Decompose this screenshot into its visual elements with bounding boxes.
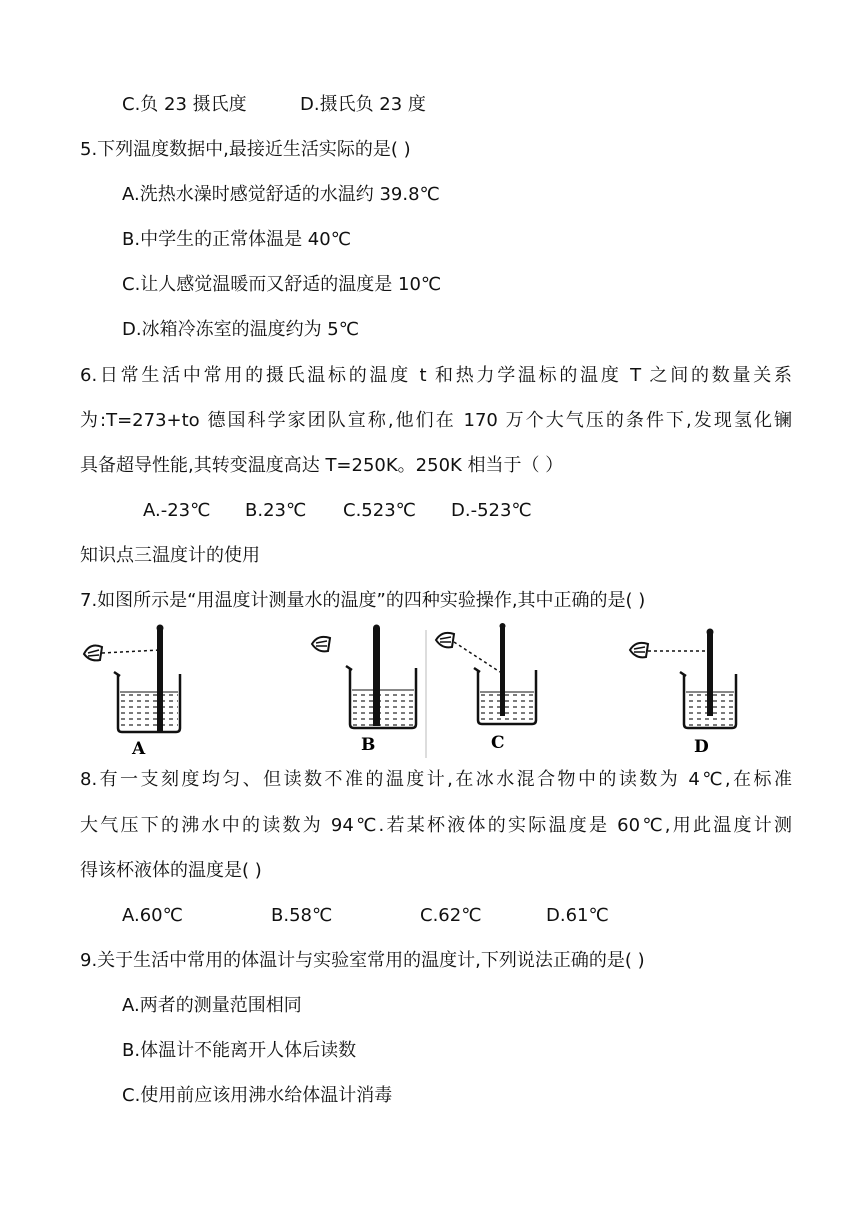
beaker-c	[436, 623, 536, 753]
q6-option-d: D.-523℃	[451, 500, 532, 521]
q5-option-d: D.冰箱冷冻室的温度约为 5℃	[122, 319, 359, 340]
q4-option-c: C.负 23 摄氏度	[122, 94, 247, 115]
q6-option-c: C.523℃	[343, 500, 416, 521]
beaker-d	[630, 629, 736, 758]
q6-option-a: A.-23℃	[143, 500, 211, 521]
q6-stem-line-2: 为:T=273+to 德国科学家团队宣称,他们在 170 万个大气压的条件下,发现氢化镧	[80, 410, 792, 431]
q9-option-a: A.两者的测量范围相同	[122, 995, 302, 1016]
q6-stem-line-1: 6.日常生活中常用的摄氏温标的温度 t 和热力学温标的温度 T 之间的数量关系	[80, 365, 792, 386]
figure-label-d: D	[694, 737, 709, 757]
q5-stem: 5.下列温度数据中,最接近生活实际的是( )	[80, 139, 411, 160]
q4-option-d: D.摄氏负 23 度	[300, 94, 426, 115]
q8-option-b: B.58℃	[271, 905, 333, 926]
q9-option-b: B.体温计不能离开人体后读数	[122, 1040, 357, 1061]
eye-icon	[630, 643, 648, 658]
q8-stem-line-1: 8.有一支刻度均匀、但读数不准的温度计,在冰水混合物中的读数为 4℃,在标准	[80, 769, 792, 790]
q8-option-d: D.61℃	[546, 905, 609, 926]
figure-label-c: C	[491, 733, 505, 753]
q5-option-c: C.让人感觉温暖而又舒适的温度是 10℃	[122, 274, 442, 295]
q6-option-b: B.23℃	[245, 500, 307, 521]
q9-option-c: C.使用前应该用沸水给体温计消毒	[122, 1085, 393, 1106]
section-heading: 知识点三温度计的使用	[80, 545, 260, 566]
eye-icon	[84, 646, 102, 661]
q5-option-a: A.洗热水澡时感觉舒适的水温约 39.8℃	[122, 184, 440, 205]
q8-option-a: A.60℃	[122, 905, 183, 926]
q9-stem: 9.关于生活中常用的体温计与实验室常用的温度计,下列说法正确的是( )	[80, 950, 645, 971]
q5-option-b: B.中学生的正常体温是 40℃	[122, 229, 351, 250]
figure-label-a: A	[132, 739, 146, 759]
q6-stem-line-3: 具备超导性能,其转变温度高达 T=250K。250K 相当于（ ）	[80, 455, 564, 476]
beaker-a	[84, 625, 180, 760]
q7-thermometer-figure	[80, 620, 780, 760]
q8-option-c: C.62℃	[420, 905, 482, 926]
figure-label-b: B	[361, 735, 376, 755]
eye-icon	[436, 633, 454, 648]
q8-stem-line-2: 大气压下的沸水中的读数为 94℃.若某杯液体的实际温度是 60℃,用此温度计测	[80, 815, 792, 836]
beaker-b	[312, 625, 416, 756]
q8-stem-line-3: 得该杯液体的温度是( )	[80, 860, 262, 881]
q7-stem: 7.如图所示是“用温度计测量水的温度”的四种实验操作,其中正确的是( )	[80, 590, 646, 611]
eye-icon	[312, 637, 330, 652]
